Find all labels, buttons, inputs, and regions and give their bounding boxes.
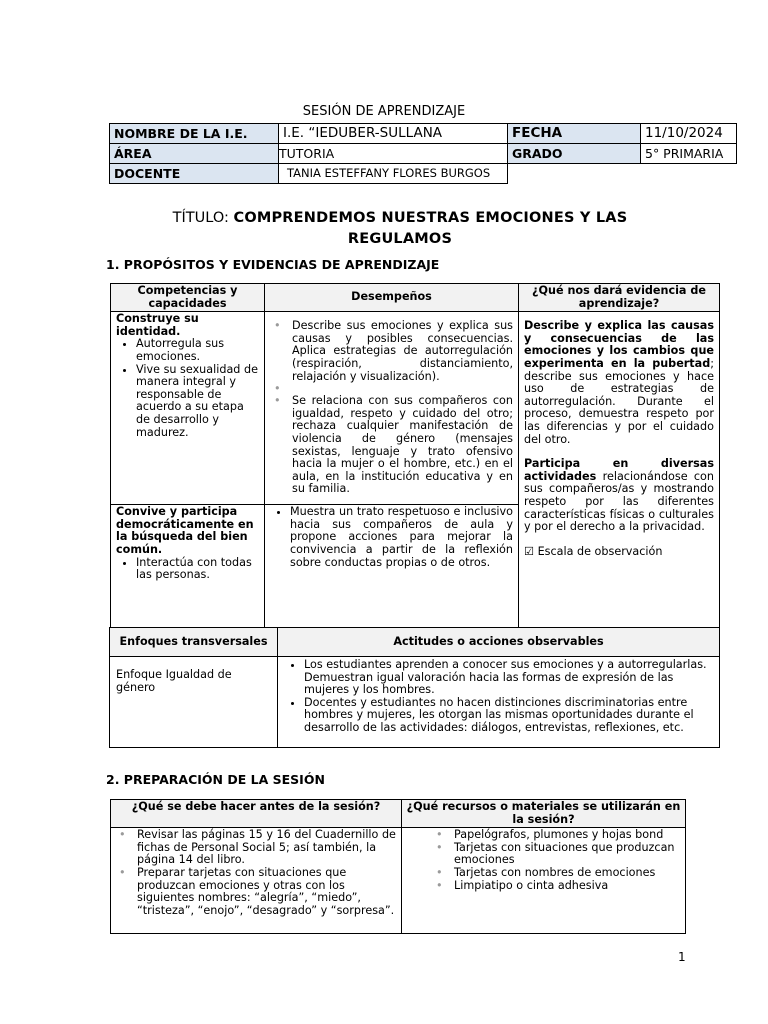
actitudes-cell — [278, 657, 720, 748]
evidencia-cell — [519, 312, 720, 628]
capacidades-list-2 — [116, 557, 259, 582]
capacidades-list-1 — [116, 338, 259, 439]
recurso-item: • Papelógrafos, plumones y hojas bond — [454, 829, 681, 842]
competencia-cell-2 — [111, 505, 265, 628]
session-title-text: COMPRENDEMOS NUESTRAS EMOCIONES Y LAS REGULAMOS — [233, 210, 628, 247]
antes-list — [115, 829, 397, 917]
ie-value: I.E. “IEDUBER-SULLANA — [279, 124, 508, 144]
area-label: ÁREA — [110, 144, 279, 164]
purposes-table — [110, 283, 720, 628]
enfoque-cell: Enfoque Igualdad de género — [110, 657, 278, 748]
competencia-cell-1 — [111, 312, 265, 505]
docente-label: DOCENTE — [110, 164, 279, 184]
page-number: 1 — [678, 950, 686, 964]
desempeno-item: • Se relaciona con sus compañeros con igualdad, respeto y cuidado del otro; rechaza cualquier manifestación de violencia de género (mensajes sexistas, lenguaje y trato ofensivo hacia la mujer o el hombre, etc.) en el aula, en la institución educativa y en su familia. — [292, 395, 513, 496]
recursos-cell — [402, 828, 686, 934]
desempenos-list-1 — [270, 320, 513, 496]
enfoques-row — [110, 657, 720, 748]
capacidad-item: • Interactúa con todas las personas. — [136, 557, 259, 582]
header-row-ie — [110, 124, 737, 144]
recurso-item: • Tarjetas con situaciones que produzcan emociones — [454, 842, 681, 867]
evidencia-2-bold: Participa en diversas actividades — [524, 457, 714, 483]
recurso-item: • Tarjetas con nombres de emociones — [454, 867, 681, 880]
enfoques-header: Enfoques transversales — [110, 628, 278, 657]
recurso-item: • Limpiatipo o cinta adhesiva — [454, 880, 681, 893]
competencia-1-title: Construye su identidad. — [116, 312, 199, 338]
preparation-row — [111, 828, 686, 934]
enfoques-header-row — [110, 628, 720, 657]
evidencia-2-rest: relacionándose con sus compañeros/as y mostrando respeto por las diferentes características físicas o culturales y por el derecho a la privacidad. — [524, 469, 714, 534]
desempenos-cell-2 — [265, 505, 519, 628]
header-row-docente — [110, 164, 737, 184]
preparation-header-row — [111, 800, 686, 828]
antes-item: • Revisar las páginas 15 y 16 del Cuadernillo de fichas de Personal Social 5; así también, la página 14 del libro. — [137, 829, 397, 867]
competencia-2-title: Convive y participa democráticamente en la búsqueda del bien común. — [116, 505, 254, 556]
docente-value: TANIA ESTEFFANY FLORES BURGOS — [279, 164, 508, 184]
actitud-item: • Docentes y estudiantes no hacen distinciones discriminatorias entre hombres y mujeres, les otorgan las mismas oportunidades durante el desarrollo de las actividades: diálogos, entrevistas, reflexiones, etc. — [304, 697, 713, 735]
grado-value: 5° PRIMARIA — [641, 144, 737, 164]
desempenos-header: Desempeños — [265, 284, 519, 312]
recursos-header: ¿Qué recursos o materiales se utilizarán en la sesión? — [402, 800, 686, 828]
desempeno-item: • Describe sus emociones y explica sus causas y posibles consecuencias. Aplica estrategias de autorregulación (respiración, distanciamiento, relajación y visualización). — [292, 320, 513, 383]
evidencia-header: ¿Qué nos dará evidencia de aprendizaje? — [519, 284, 720, 312]
area-value: TUTORIA — [279, 144, 508, 164]
enfoques-table — [109, 627, 720, 748]
antes-header: ¿Qué se debe hacer antes de la sesión? — [111, 800, 402, 828]
evidencia-1-bold: Describe y explica las causas y consecuencias de las emociones y los cambios que experimenta en la pubertad — [524, 319, 714, 370]
fecha-value: 11/10/2024 — [641, 124, 737, 144]
header-row-area — [110, 144, 737, 164]
desempeno-item: • Muestra un trato respetuoso e inclusivo hacia sus compañeros de aula y propone acciones para mejorar la convivencia a partir de la reflexión sobre conductas propias o de otros. — [290, 506, 513, 569]
purposes-header-row — [111, 284, 720, 312]
document-title: SESIÓN DE APRENDIZAJE — [302, 104, 466, 119]
fecha-label: FECHA — [508, 124, 641, 144]
session-title-prefix: TÍTULO: — [172, 210, 234, 226]
evidencia-1-rest: ; describe sus emociones y hace uso de estrategias de autorregulación. Durante el proceso, demuestra respeto por las diferencias y por el cuidado del otro. — [524, 356, 714, 446]
session-title — [120, 208, 680, 250]
actitud-item: • Los estudiantes aprenden a conocer sus emociones y a autorregularlas. Demuestran igual valoración hacia las formas de expresión de las mujeres y los hombres. — [304, 659, 713, 697]
antes-item: • Preparar tarjetas con situaciones que produzcan emociones y otras con los siguientes nombres: “alegría”, “miedo”, “tristeza”, “enojo”, “desagrado” y “sorpresa”. — [137, 867, 397, 917]
competencias-header: Competencias y capacidades — [111, 284, 265, 312]
section-2-heading: 2. PREPARACIÓN DE LA SESIÓN — [106, 772, 325, 787]
capacidad-item: • Autorregula sus emociones. — [136, 338, 259, 363]
recursos-list — [432, 829, 681, 892]
ie-label: NOMBRE DE LA I.E. — [110, 124, 279, 144]
desempenos-list-2 — [270, 506, 513, 569]
antes-cell — [111, 828, 402, 934]
capacidad-item: • Vive su sexualidad de manera integral y responsable de acuerdo a su etapa de desarrollo y madurez. — [136, 364, 259, 440]
evidencia-1 — [524, 320, 714, 446]
section-1-heading: 1. PROPÓSITOS Y EVIDENCIAS DE APRENDIZAJE — [106, 257, 440, 272]
evidencia-2 — [524, 458, 714, 534]
purposes-row-1 — [111, 312, 720, 505]
actitudes-header: Actitudes o acciones observables — [278, 628, 720, 657]
header-table — [109, 123, 737, 184]
preparation-table — [110, 799, 686, 934]
instrumento-checkbox-label: ☑ Escala de observación — [524, 544, 663, 558]
desempenos-cell-1 — [265, 312, 519, 505]
actitudes-list — [284, 659, 713, 735]
grado-label: GRADO — [508, 144, 641, 164]
